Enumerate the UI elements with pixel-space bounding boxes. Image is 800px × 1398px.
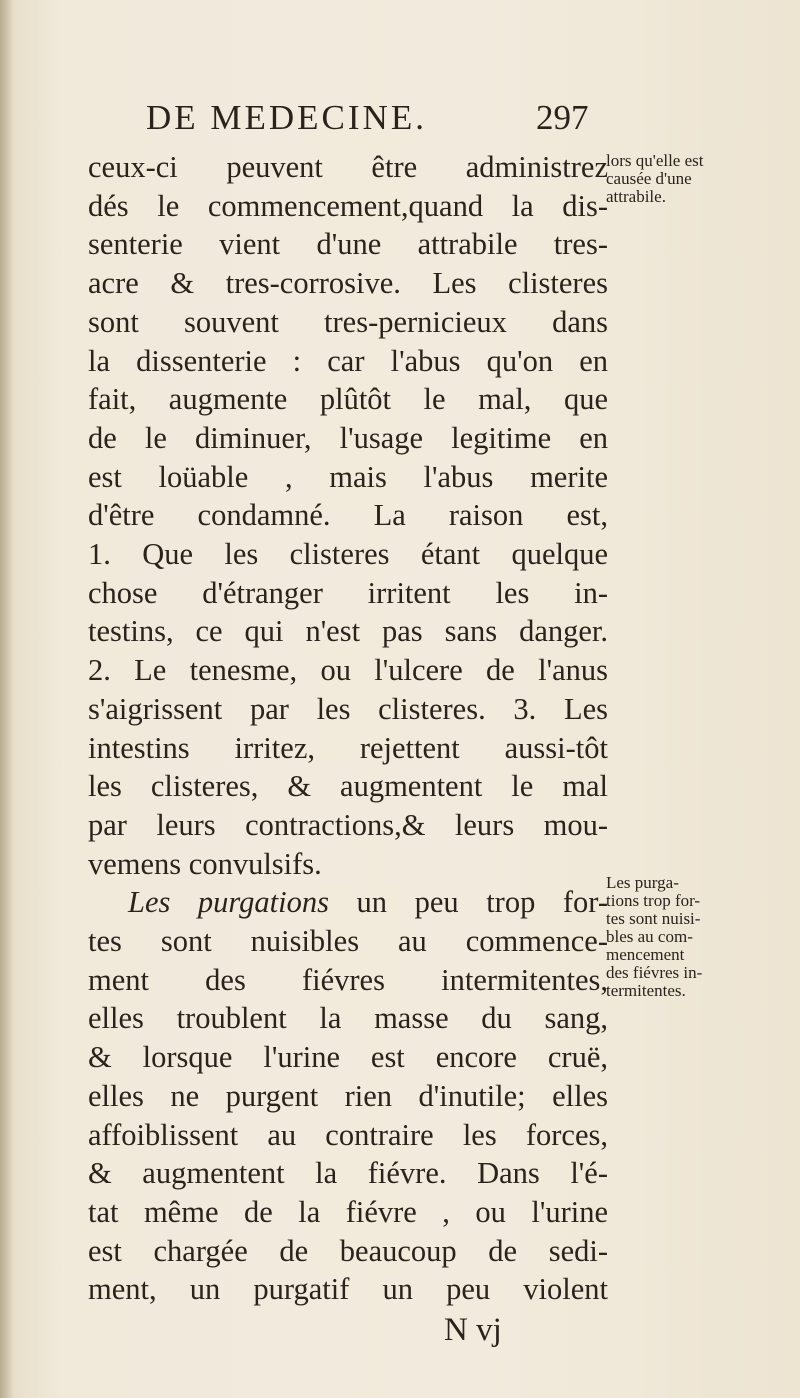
text-line: & lorsque l'urine est encore cruë,: [88, 1040, 608, 1075]
margin-note-attrabile: [606, 152, 776, 206]
text-line: fait, augmente plûtôt le mal, que: [88, 382, 608, 417]
text-line: ceux-ci peuvent être administrez: [88, 150, 608, 184]
signature-mark: N vj: [444, 1312, 502, 1348]
margin-note-purgations: [606, 874, 776, 1000]
text-line: est chargée de beaucoup de sedi-: [88, 1233, 608, 1268]
text-line: dés le commencement,quand la dis-: [88, 188, 608, 223]
note-line: des fiévres in-: [606, 963, 703, 982]
note-line: bles au com-: [606, 927, 693, 946]
note-line: tions trop for-: [606, 891, 701, 910]
note-line: attrabile.: [606, 187, 666, 206]
text-line: d'être condamné. La raison est,: [88, 498, 608, 533]
running-title: DE MEDECINE.: [146, 98, 427, 137]
text-line: senterie vient d'une attrabile tres-: [88, 227, 608, 262]
opening-rest: un peu trop for-: [356, 885, 608, 920]
note-line: Les purga-: [606, 873, 679, 892]
note-line: tes sont nuisi-: [606, 909, 701, 928]
note-line: lors qu'elle est: [606, 151, 704, 170]
text-line: ment des fiévres intermitentes,: [88, 962, 608, 997]
note-line: causée d'une: [606, 169, 692, 188]
text-line: la dissenterie : car l'abus qu'on en: [88, 343, 608, 378]
text-line: ment, un purgatif un peu violent: [88, 1272, 608, 1307]
text-line: vemens convulsifs.: [88, 846, 322, 881]
text-line: tat même de la fiévre , ou l'urine: [88, 1194, 608, 1229]
note-line: mencement: [606, 945, 685, 964]
text-line: & augmentent la fiévre. Dans l'é-: [88, 1156, 608, 1191]
running-header: [0, 98, 800, 148]
text-line: 1. Que les clisteres étant quelque: [88, 537, 608, 572]
note-line: termitentes.: [606, 981, 686, 1000]
text-line: est loüable , mais l'abus merite: [88, 459, 608, 494]
paragraph-opening-line: [88, 883, 608, 922]
text-line: intestins irritez, rejettent aussi-tôt: [88, 730, 608, 765]
text-line: testins, ce qui n'est pas sans danger.: [88, 614, 608, 649]
text-line: affoiblissent au contraire les forces,: [88, 1117, 608, 1152]
italic-lead: Les purgations: [128, 885, 329, 920]
page-number: 297: [536, 98, 589, 137]
text-line: elles troublent la masse du sang,: [88, 1001, 608, 1036]
text-line: sont souvent tres-pernicieux dans: [88, 304, 608, 339]
text-line: de le diminuer, l'usage legitime en: [88, 420, 608, 455]
spine-shadow: [0, 0, 14, 1398]
text-line: s'aigrissent par les clisteres. 3. Les: [88, 691, 608, 726]
text-line: chose d'étranger irritent les in-: [88, 575, 608, 610]
text-line: elles ne purgent rien d'inutile; elles: [88, 1078, 608, 1113]
text-line: les clisteres, & augmentent le mal: [88, 769, 608, 804]
text-line: 2. Le tenesme, ou l'ulcere de l'anus: [88, 653, 608, 688]
text-line: acre & tres-corrosive. Les clisteres: [88, 266, 608, 301]
text-line: tes sont nuisibles au commence-: [88, 924, 608, 959]
main-text: [88, 148, 608, 1309]
text-line: par leurs contractions,& leurs mou-: [88, 807, 608, 842]
